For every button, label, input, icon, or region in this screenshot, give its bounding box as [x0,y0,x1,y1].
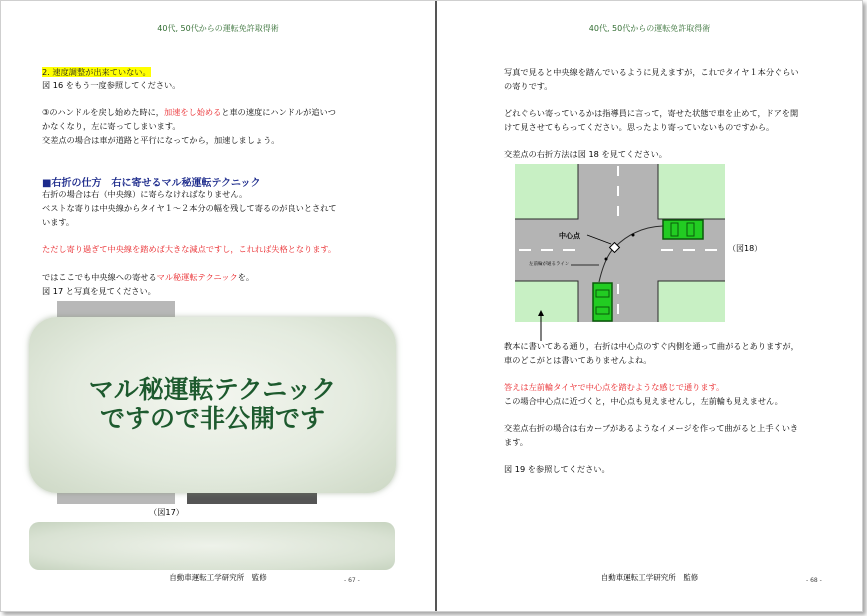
page-header: 40代, 50代からの運転免許取得術 [588,24,711,33]
arrow-icon [537,309,545,341]
paragraph-line: の寄りです。 [504,81,553,91]
text-segment: ではここでも中央線への寄せる [42,272,157,282]
redaction-line: マル秘運転テクニック [88,375,337,404]
emphasis-line: 答えは左前輪タイヤで中心点を踏むような感じで通ります。 [504,382,725,392]
paragraph-line: 交差点の右折方法は図 18 を見てください。 [504,149,667,159]
paragraph-line [42,106,336,119]
left-page [1,1,435,611]
page-number: - 68 - [806,577,822,584]
paragraph-line: 図 19 を参照してください。 [504,464,610,474]
redaction-line: ですので非公開です [99,404,325,433]
page-footer: 自動車運転工学研究所 監修 [169,573,267,582]
page-number: - 67 - [344,577,360,584]
intersection-svg [515,164,725,322]
car-bottom [593,283,612,321]
paragraph-line: ます。 [504,437,528,447]
paragraph-line: 交差点右折の場合は右カーブがあるようなイメージを作って曲がると上手くいき [504,423,799,433]
text-segment: ③のハンドルを戻し始めた時に， [42,107,164,117]
paragraph-line: ベストな寄りは中央線からタイヤ１～２本分の幅を残して寄るのが良いとされて [42,203,337,213]
paragraph-line: この場合中心点に近づくと，中心点も見えませんし，左前輪も見えません。 [504,396,783,406]
car-top-right [663,220,703,239]
paragraph-line: 写真で見ると中央線を踏んでいるように見えますが，これでタイヤ１本分ぐらい [504,67,799,77]
emphasis-text: マル秘運転テクニック [156,272,238,282]
warning-text: ただし寄り過ぎて中央線を踏めば大きな減点ですし，これれば失格となります。 [42,244,337,254]
center-point-label: 中心点 [559,232,580,240]
wheel-line-label: 左前輪が通るライン [529,262,570,267]
intersection-diagram [515,164,725,322]
redaction-message [29,375,396,433]
redaction-overlay-small [29,522,395,570]
section-title: ■右折の仕方 右に寄せるマル秘運転テクニック [42,178,261,189]
redaction-overlay [29,317,396,493]
paragraph-line: けて見させてもらってください。思ったより寄っていないものですから。 [504,122,775,132]
body-line: 図 16 をもう一度参照してください。 [42,80,181,90]
text-segment: と車の速度にハンドルが追いつ [221,107,336,117]
figure18-caption: （図18） [728,244,763,253]
figure-caption: （図17） [149,507,184,517]
paragraph-line [42,271,254,284]
paragraph-line: 教本に書いてある通り，右折は中心点のすぐ内側を通って曲がるとありますが， [504,341,799,351]
page-header: 40代, 50代からの運転免許取得術 [157,24,279,33]
paragraph-line: います。 [42,217,75,227]
paragraph-line: 交差点の場合は車が道路と平行になってから，加速しましょう。 [42,135,280,145]
paragraph-line: どれぐらい寄っているかは指導員に言って，寄せた状態で車を止めて，ドアを開 [504,108,799,118]
highlighted-heading: 2. 速度調整が出来ていない。 [42,67,151,77]
paragraph-line: かなくなり，左に寄ってしまいます。 [42,121,181,131]
text-segment: を。 [237,272,255,282]
page-footer: 自動車運転工学研究所 監修 [600,573,699,582]
paragraph-line: 図 17 と写真を見てください。 [42,286,156,296]
path-dot [632,234,635,237]
paragraph-line: 車のどこがとは書いてありませんよね。 [504,355,652,365]
path-dot [605,258,608,261]
emphasis-text: 加速をし始める [163,107,222,117]
paragraph-line: 右折の場合は右（中央線）に寄らなければなりません。 [42,189,248,199]
numbered-item [42,66,151,79]
